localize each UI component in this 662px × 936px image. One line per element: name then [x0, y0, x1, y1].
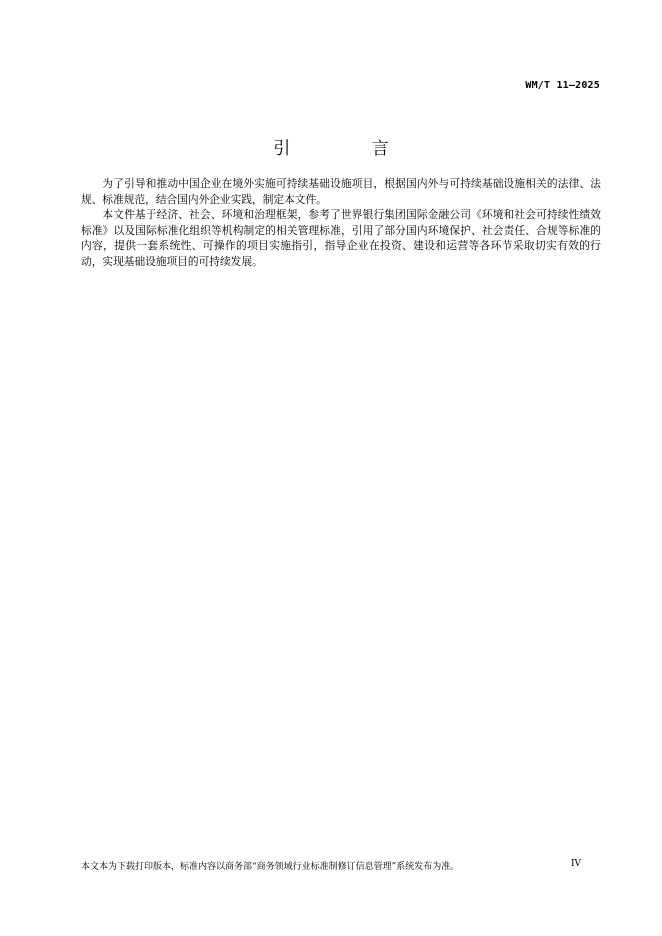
section-title: 引 言: [273, 139, 427, 159]
footer-note: 本文本为下载打印版本，标准内容以商务部“商务领域行业标准制修订信息管理”系统发布为准。: [81, 862, 460, 872]
page-number: IV: [570, 859, 581, 869]
body-text: [81, 176, 601, 270]
paragraph: 本文件基于经济、社会、环境和治理框架，参考了世界银行集团国际金融公司《环境和社会可持续性绩效标准》以及国际标准化组织等机构制定的相关管理标准，引用了部分国内环境保护、社会责任、合规等标准的内容，提供一套系统性、可操作的项目实施指引，指导企业在投资、建设和运营等各环节采取切实有效的行动，实现基础设施项目的可持续发展。: [81, 208, 601, 268]
paragraph: 为了引导和推动中国企业在境外实施可持续基础设施项目，根据国内外与可持续基础设施相关的法律、法规、标准规范，结合国内外企业实践，制定本文件。: [81, 177, 601, 206]
document-code: WM/T 11—2025: [525, 80, 600, 91]
